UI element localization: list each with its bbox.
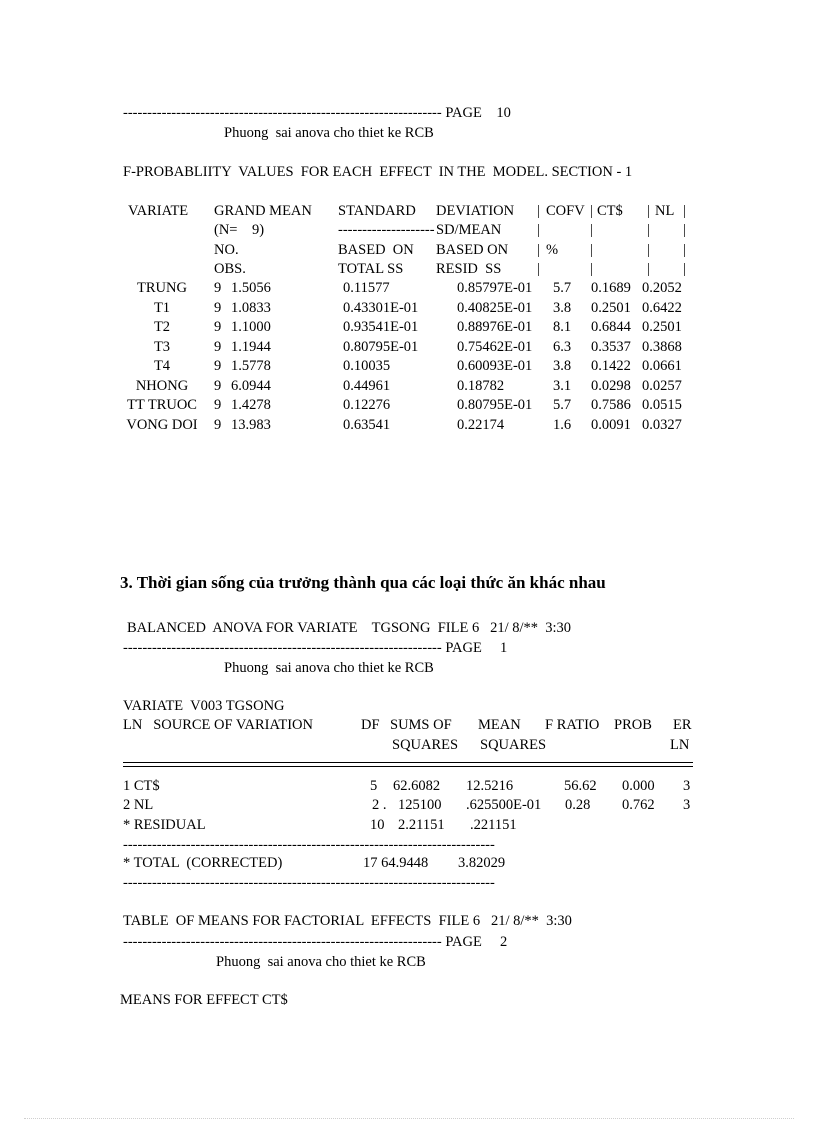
grand-mean: 1.1944 bbox=[231, 338, 271, 355]
header-cell: | bbox=[590, 203, 593, 219]
anova-cell: 0.000 bbox=[622, 778, 655, 794]
section-heading: 3. Thời gian sống của trưởng thành qua các loại thức ăn khác nhau bbox=[120, 573, 606, 592]
prob-ct: 0.7586 bbox=[591, 397, 631, 413]
table-row bbox=[0, 377, 816, 395]
table-row bbox=[0, 279, 816, 297]
header-cell: (N= 9) bbox=[214, 222, 265, 238]
header-cell: | bbox=[590, 242, 593, 258]
col-df: DF bbox=[361, 717, 380, 733]
variate-name: T4 bbox=[153, 358, 171, 374]
col-fratio: F RATIO bbox=[545, 717, 600, 733]
header-cell: NL bbox=[655, 203, 675, 219]
prob-ct: 0.3537 bbox=[591, 338, 631, 355]
table-row bbox=[0, 396, 816, 414]
header-cell: | bbox=[647, 242, 650, 258]
sd-total: 0.63541 bbox=[343, 416, 391, 433]
prob-ct: 0.1689 bbox=[591, 280, 631, 296]
prob-ct: 0.0298 bbox=[591, 377, 631, 394]
subtitle-3: Phuong sai anova cho thiet ke RCB bbox=[216, 954, 426, 970]
header-cell: CT$ bbox=[597, 203, 623, 219]
anova-cell: 5 bbox=[370, 778, 378, 794]
page-border bbox=[24, 1118, 794, 1119]
header-cell: | bbox=[647, 222, 650, 238]
anova-cell: 2.21151 bbox=[398, 817, 445, 833]
prob-nl: 0.2501 bbox=[642, 319, 682, 335]
sd-resid: 0.85797E-01 bbox=[457, 280, 533, 296]
prob-nl: 0.0327 bbox=[642, 416, 682, 433]
header-cell: DEVIATION bbox=[436, 203, 515, 219]
header-cell: | bbox=[683, 261, 686, 277]
total-row bbox=[0, 854, 816, 872]
sd-resid: 0.75462E-01 bbox=[457, 338, 533, 355]
header-cell: OBS. bbox=[214, 261, 246, 277]
cv-percent: 3.8 bbox=[553, 358, 572, 374]
header-cell: | bbox=[647, 261, 650, 277]
rule-2: ----------------------------------------------------------------------------- bbox=[123, 875, 495, 891]
sd-resid: 0.18782 bbox=[457, 377, 505, 394]
anova-cell: 3 bbox=[683, 797, 691, 813]
col-ln: LN bbox=[670, 737, 690, 753]
prob-nl: 0.0257 bbox=[642, 377, 682, 394]
prob-ct: 0.2501 bbox=[591, 299, 631, 316]
obs-count: 9 bbox=[214, 377, 222, 394]
header-cell: BASED ON bbox=[436, 242, 509, 258]
header-cell: SD/MEAN bbox=[436, 222, 502, 238]
variate-name: T2 bbox=[153, 319, 171, 335]
prob-nl: 0.0515 bbox=[642, 397, 682, 413]
table-row bbox=[0, 299, 816, 317]
variate-name: T1 bbox=[153, 299, 171, 316]
header-cell: VARIATE bbox=[128, 203, 189, 219]
grand-mean: 1.1000 bbox=[231, 319, 271, 335]
header-cell: GRAND MEAN bbox=[214, 203, 312, 219]
anova-cell: 2 NL bbox=[123, 797, 154, 813]
variate-label: VARIATE V003 TGSONG bbox=[123, 698, 285, 714]
col-mean: MEAN bbox=[478, 717, 521, 733]
cv-percent: 5.7 bbox=[553, 280, 572, 296]
page-marker-10: ------------------------------------------------------------------ PAGE 10 bbox=[123, 105, 511, 121]
header-cell: -------------------- bbox=[338, 222, 435, 238]
anova-cell: .625500E-01 bbox=[466, 797, 542, 813]
sd-resid: 0.60093E-01 bbox=[457, 358, 533, 374]
header-cell: | bbox=[683, 222, 686, 238]
page-marker-2: ------------------------------------------------------------------ PAGE 2 bbox=[123, 934, 508, 950]
fprob-header-row bbox=[0, 221, 816, 239]
grand-mean: 1.5056 bbox=[231, 280, 271, 296]
col-squares-1: SQUARES bbox=[392, 737, 459, 753]
cv-percent: 1.6 bbox=[553, 416, 572, 433]
double-rule bbox=[123, 762, 693, 767]
header-cell: | bbox=[537, 222, 540, 238]
obs-count: 9 bbox=[214, 280, 222, 296]
sd-resid: 0.22174 bbox=[457, 416, 505, 433]
col-er: ER bbox=[673, 717, 692, 733]
prob-ct: 0.6844 bbox=[591, 319, 631, 335]
subtitle-1: Phuong sai anova cho thiet ke RCB bbox=[224, 125, 434, 141]
obs-count: 9 bbox=[214, 358, 222, 374]
cv-percent: 5.7 bbox=[553, 397, 572, 413]
cv-percent: 8.1 bbox=[553, 319, 572, 335]
col-sums: SUMS OF bbox=[390, 717, 452, 733]
sd-total: 0.11577 bbox=[343, 280, 390, 296]
anova-cell: 56.62 bbox=[564, 778, 597, 794]
anova-cell: .221151 bbox=[470, 817, 517, 833]
total-label: * TOTAL (CORRECTED) bbox=[123, 855, 283, 871]
anova-cell: 1 CT$ bbox=[123, 778, 160, 794]
variate-name: TT TRUOC bbox=[127, 397, 197, 413]
obs-count: 9 bbox=[214, 416, 222, 433]
col-squares-2: SQUARES bbox=[480, 737, 547, 753]
table-row bbox=[0, 318, 816, 336]
sd-total: 0.80795E-01 bbox=[343, 338, 419, 355]
cv-percent: 6.3 bbox=[553, 338, 572, 355]
fprob-header-row bbox=[0, 241, 816, 259]
total-df-ss: 17 64.9448 bbox=[363, 855, 429, 871]
sd-resid: 0.88976E-01 bbox=[457, 319, 533, 335]
table-row bbox=[0, 777, 816, 795]
grand-mean: 1.4278 bbox=[231, 397, 271, 413]
header-cell: | bbox=[590, 261, 593, 277]
prob-nl: 0.0661 bbox=[642, 358, 682, 374]
obs-count: 9 bbox=[214, 299, 222, 316]
col-prob: PROB bbox=[614, 717, 652, 733]
anova-col-headers-2 bbox=[0, 736, 816, 754]
anova-cell: 12.5216 bbox=[466, 778, 514, 794]
variate-name: T3 bbox=[153, 338, 171, 355]
anova-cell: 125100 bbox=[398, 797, 442, 813]
header-cell: COFV bbox=[546, 203, 585, 219]
grand-mean: 13.983 bbox=[231, 416, 271, 433]
header-cell: | bbox=[537, 203, 540, 219]
sd-total: 0.10035 bbox=[343, 358, 391, 374]
header-cell: NO. bbox=[214, 242, 239, 258]
rule-1: ----------------------------------------------------------------------------- bbox=[123, 837, 495, 853]
header-cell: | bbox=[590, 222, 593, 238]
obs-count: 9 bbox=[214, 319, 222, 335]
prob-nl: 0.6422 bbox=[642, 299, 682, 316]
anova-title: BALANCED ANOVA FOR VARIATE TGSONG FILE 6 21/ 8/** 3:30 bbox=[127, 620, 572, 636]
sd-resid: 0.80795E-01 bbox=[457, 397, 533, 413]
subtitle-2: Phuong sai anova cho thiet ke RCB bbox=[224, 660, 434, 676]
prob-ct: 0.0091 bbox=[591, 416, 631, 433]
anova-cell: 2 . bbox=[372, 797, 387, 813]
grand-mean: 1.0833 bbox=[231, 299, 271, 316]
cv-percent: 3.8 bbox=[553, 299, 572, 316]
prob-ct: 0.1422 bbox=[591, 358, 631, 374]
col-source: LN SOURCE OF VARIATION bbox=[123, 717, 314, 733]
obs-count: 9 bbox=[214, 397, 222, 413]
anova-cell: 62.6082 bbox=[393, 778, 441, 794]
header-cell: BASED ON bbox=[338, 242, 414, 258]
grand-mean: 6.0944 bbox=[231, 377, 271, 394]
table-row bbox=[0, 357, 816, 375]
anova-cell: 3 bbox=[683, 778, 691, 794]
anova-cell: 0.28 bbox=[565, 797, 591, 813]
cv-percent: 3.1 bbox=[553, 377, 572, 394]
sd-total: 0.44961 bbox=[343, 377, 391, 394]
means-effect: MEANS FOR EFFECT CT$ bbox=[120, 992, 288, 1008]
header-cell: | bbox=[647, 203, 650, 219]
header-cell: | bbox=[683, 203, 686, 219]
header-cell: | bbox=[537, 242, 540, 258]
variate-name: VONG DOI bbox=[126, 416, 198, 433]
table-row bbox=[0, 796, 816, 814]
header-cell: % bbox=[546, 242, 559, 258]
means-title: TABLE OF MEANS FOR FACTORIAL EFFECTS FILE 6 21/ 8/** 3:30 bbox=[123, 913, 572, 929]
sd-total: 0.43301E-01 bbox=[343, 299, 419, 316]
anova-col-headers bbox=[0, 716, 816, 734]
header-cell: TOTAL SS bbox=[338, 261, 404, 277]
grand-mean: 1.5778 bbox=[231, 358, 271, 374]
prob-nl: 0.3868 bbox=[642, 338, 682, 355]
sd-resid: 0.40825E-01 bbox=[457, 299, 533, 316]
header-cell: STANDARD bbox=[338, 203, 416, 219]
anova-cell: * RESIDUAL bbox=[123, 817, 206, 833]
table-row bbox=[0, 416, 816, 434]
table-row bbox=[0, 338, 816, 356]
header-cell: RESID SS bbox=[436, 261, 502, 277]
obs-count: 9 bbox=[214, 338, 222, 355]
page-marker-1: ------------------------------------------------------------------ PAGE 1 bbox=[123, 640, 508, 656]
anova-cell: 10 bbox=[370, 817, 385, 833]
variate-name: NHONG bbox=[135, 377, 189, 394]
fprob-title: F-PROBABLIITY VALUES FOR EACH EFFECT IN THE MODEL. SECTION - 1 bbox=[123, 164, 633, 180]
anova-cell: 0.762 bbox=[622, 797, 655, 813]
table-row bbox=[0, 816, 816, 834]
fprob-header-row bbox=[0, 202, 816, 220]
total-ms: 3.82029 bbox=[458, 855, 506, 871]
variate-name: TRUNG bbox=[137, 280, 187, 296]
prob-nl: 0.2052 bbox=[642, 280, 682, 296]
sd-total: 0.12276 bbox=[343, 397, 391, 413]
sd-total: 0.93541E-01 bbox=[343, 319, 419, 335]
fprob-header-row bbox=[0, 260, 816, 278]
header-cell: | bbox=[537, 261, 540, 277]
header-cell: | bbox=[683, 242, 686, 258]
